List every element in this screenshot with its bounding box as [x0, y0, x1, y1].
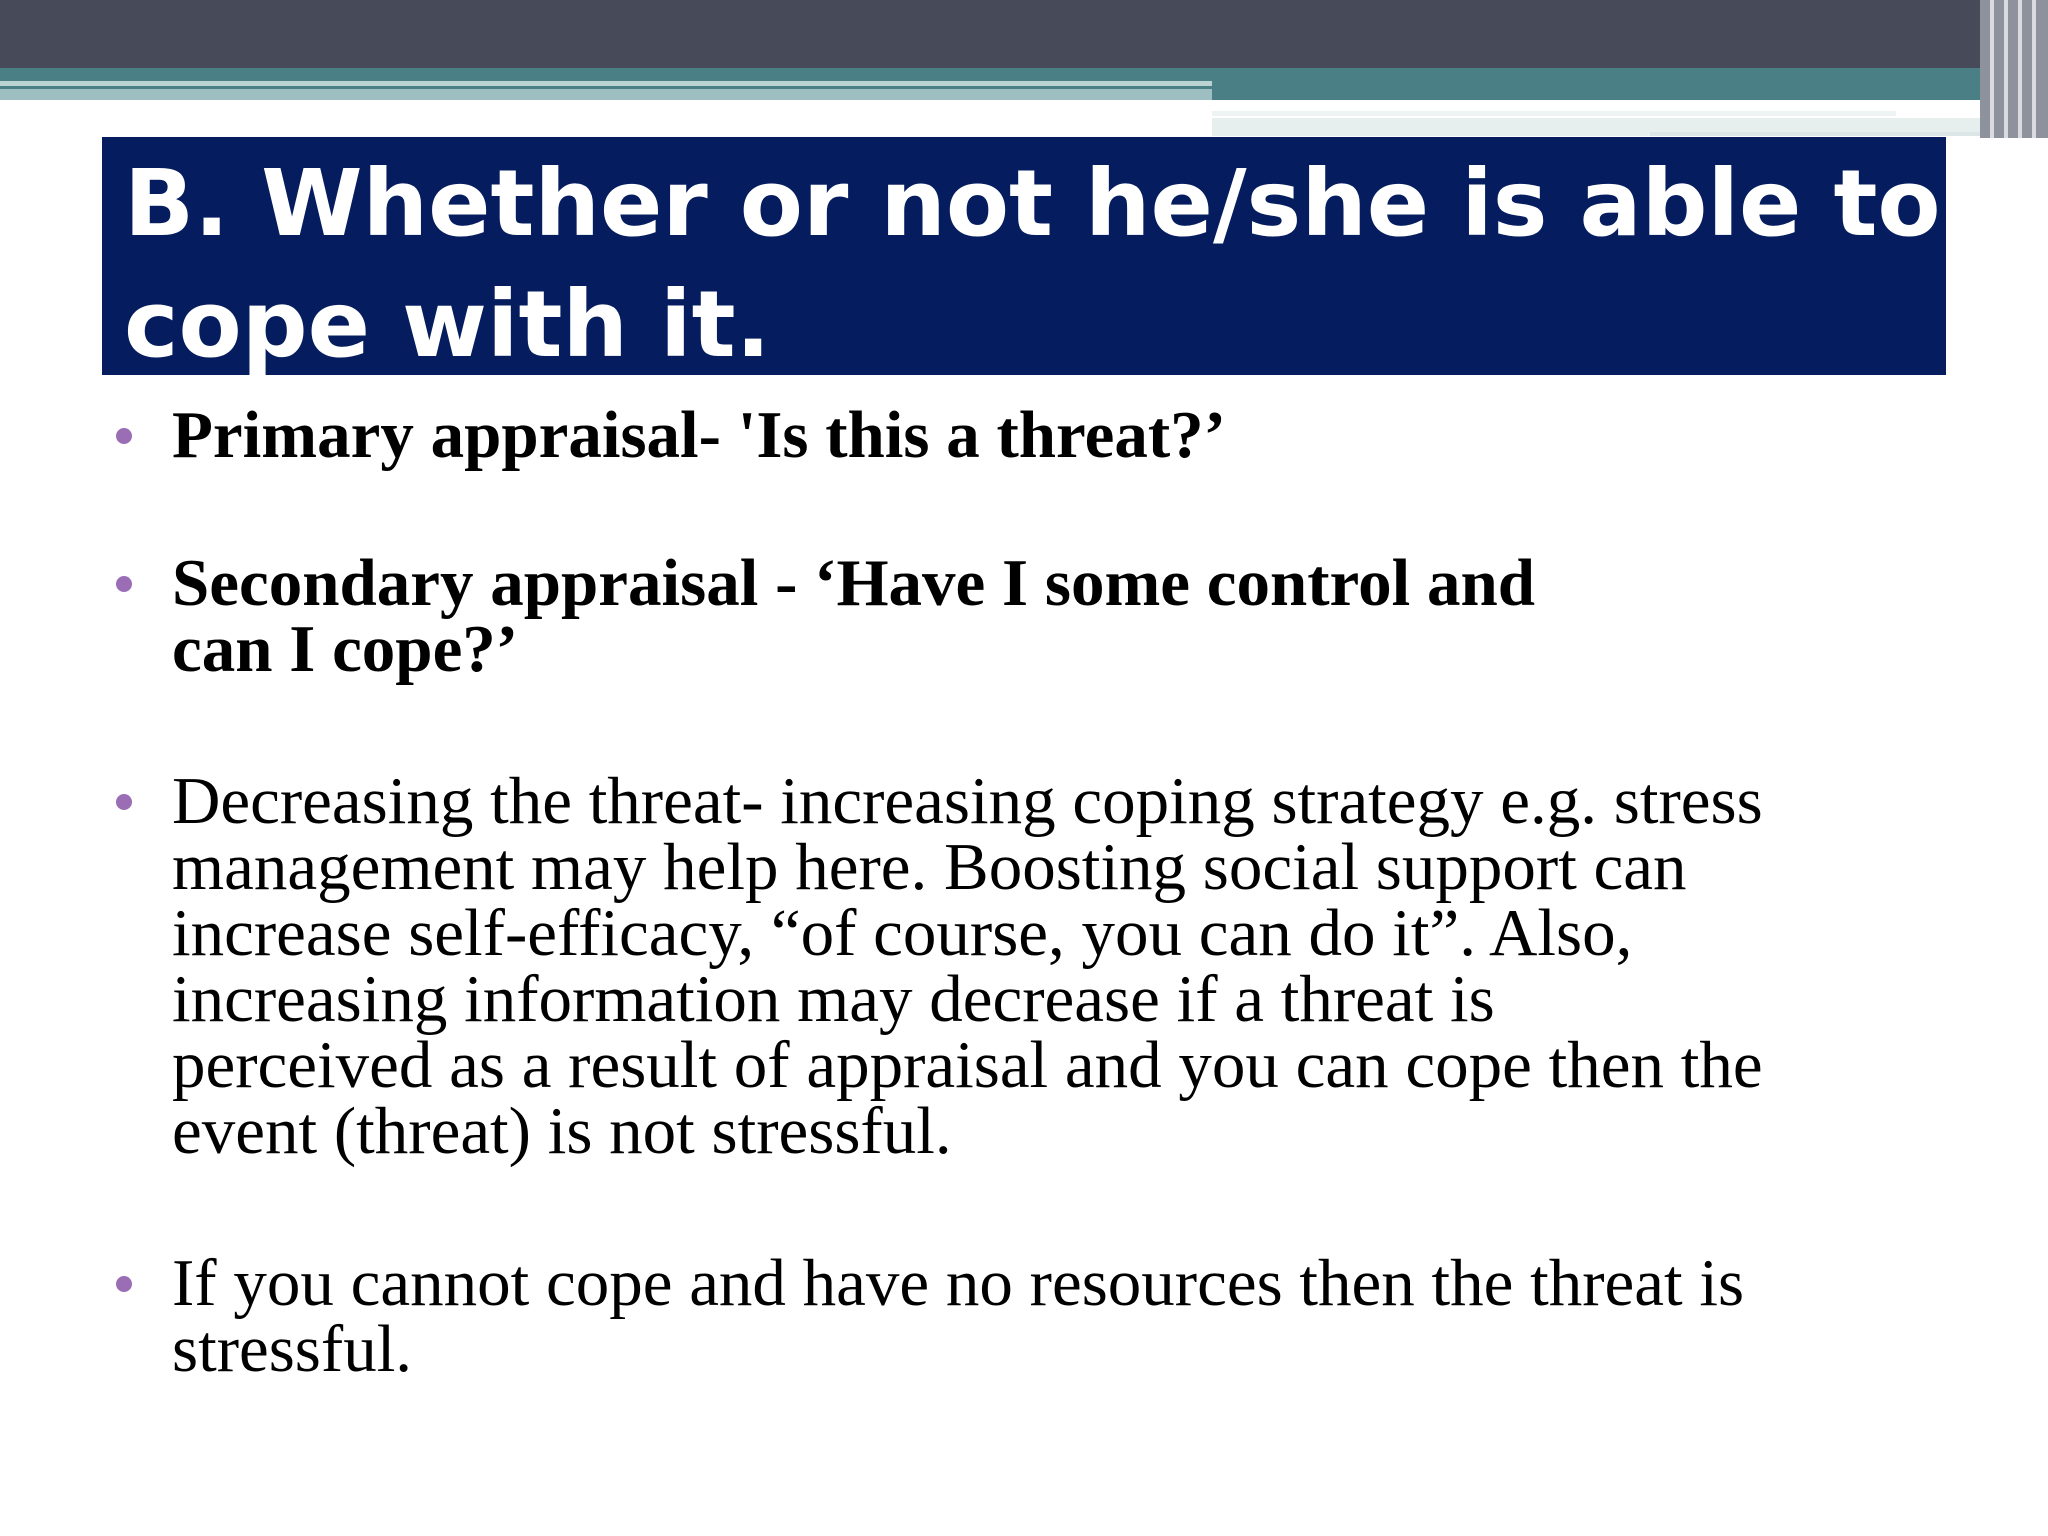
corner-stripe: [2004, 0, 2008, 138]
header-bar: [0, 0, 2048, 68]
header-accent-stripe: [0, 89, 1212, 100]
bullet-dot-icon: [116, 794, 132, 810]
bullet-item: [108, 398, 2008, 472]
header-accent-pale-line: [1650, 132, 2000, 136]
bullet-list: [108, 398, 2008, 1386]
header-accent-line-2: [1212, 111, 1896, 116]
bullet-text: Primary appraisal- 'Is this a threat?’: [172, 398, 1226, 472]
bullet-item: [108, 764, 2008, 1168]
bullet-text: Decreasing the threat- increasing coping strategy e.g. stress management may help here. Boosting social support can increase self-efficacy, “of course, you can do it”. Also, increasing information may decrease if a threat is perceived as a result of appraisal and you can cope then the event (threat) is not stressful.: [172, 764, 1763, 1168]
bullet-dot-icon: [116, 576, 132, 592]
slide-title-box: [102, 137, 1946, 378]
corner-stripe: [1990, 0, 1994, 138]
bullet-item: [108, 1246, 2008, 1386]
bullet-text: If you cannot cope and have no resources then the threat is stressful.: [172, 1246, 1745, 1386]
bullet-dot-icon: [116, 1276, 132, 1292]
bullet-item: [108, 546, 2008, 686]
corner-stripe: [2018, 0, 2022, 138]
bullet-dot-icon: [116, 428, 132, 444]
corner-stripe: [2032, 0, 2036, 138]
slide-title: B. Whether or not he/she is able to cope with it.: [124, 150, 1941, 378]
bullet-text: Secondary appraisal - ‘Have I some control and can I cope?’: [172, 546, 1535, 686]
header-accent-line: [0, 81, 1212, 86]
